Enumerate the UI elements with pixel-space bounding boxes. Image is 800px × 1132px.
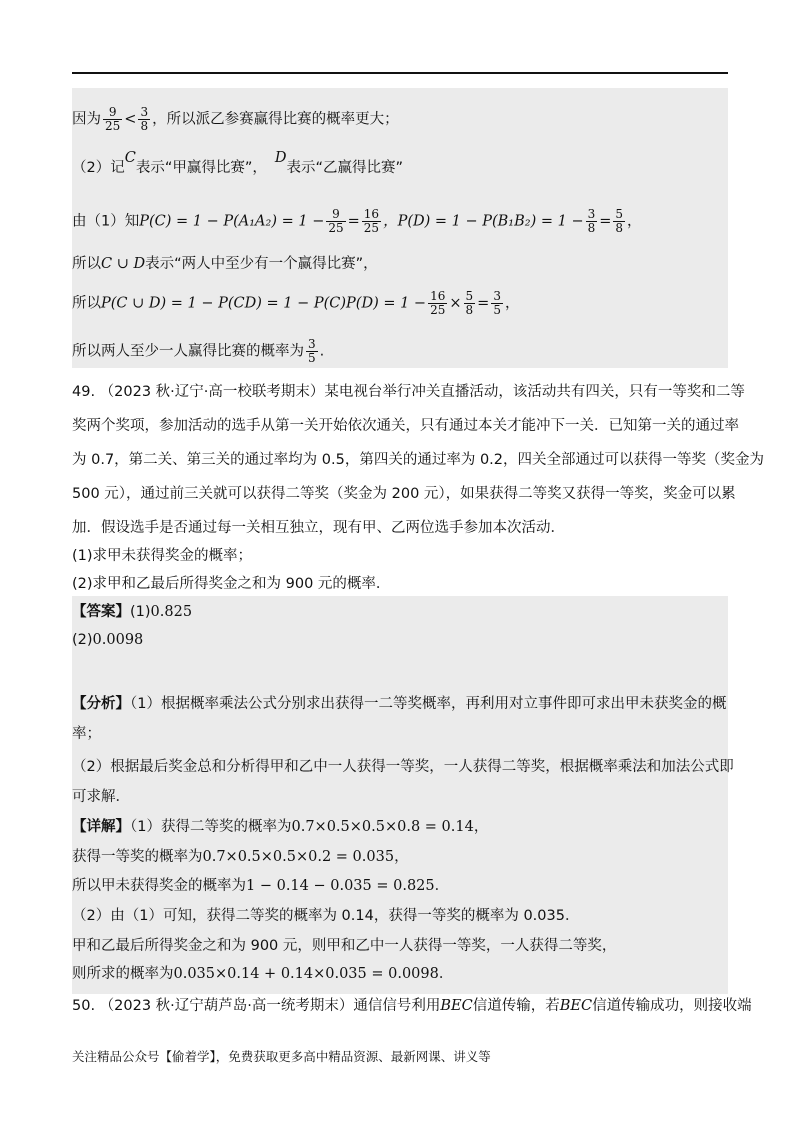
detail-line-6: 则所求的概率为0.035×0.14 + 0.14×0.035 = 0.0098． [72, 966, 454, 982]
solution-line-3: 由（1）知P(C) = 1 − P(A₁A₂) = 1 − $\frac{9}{25}$ = $\frac{16}{25}$ ，P(D) = 1 − P(B₁B₂) = 1 − $\frac{3}{8}$ = $\frac{5}{8}$ ， [72, 207, 642, 235]
q49-line-2: 奖两个奖项，参加活动的选手从第一关开始依次通关，只有通过本关才能冲下一关．已知第一关的通过率 [72, 418, 739, 434]
detail-line-2: 获得一等奖的概率为0.7×0.5×0.5×0.2 = 0.035， [72, 849, 409, 865]
analysis-line-1: 【分析】（1）根据概率乘法公式分别求出获得一二等奖概率，再利用对立事件即可求出甲未获奖金的概 [72, 696, 727, 712]
solution-line-1: 因为 $\frac{9}{25}$ < $\frac{3}{8}$ ，所以派乙参赛赢得比赛的概率更大； [72, 105, 399, 133]
q49-line-5: 加．假设选手是否通过每一关相互独立，现有甲、乙两位选手参加本次活动． [72, 520, 565, 536]
q49-line-3: 为 0.7，第二关、第三关的通过率均为 0.5，第四关的通过率为 0.2，四关全部通过可以获得一等奖（奖金为 [72, 452, 765, 468]
solution-line-2: （2）记C表示“甲赢得比赛”，D表示“乙赢得比赛” [72, 150, 404, 176]
answer-line-1: 【答案】(1)0.825 [72, 604, 193, 620]
q49-part-1: (1)求甲未获得奖金的概率； [72, 548, 253, 564]
q50-line-1: 50. （2023 秋·辽宁葫芦岛·高一统考期末）通信信号利用BEC信道传输，若BEC信道传输成功，则接收端 [72, 998, 752, 1014]
q49-line-4: 500 元），通过前三关就可以获得二等奖（奖金为 200 元），如果获得二等奖又获得一等奖，奖金可以累 [72, 486, 736, 502]
solution-line-4: 所以C ∪ D表示“两人中至少有一个赢得比赛”， [72, 256, 378, 272]
detail-line-4: （2）由（1）可知，获得二等奖的概率为 0.14，获得一等奖的概率为 0.035． [72, 908, 580, 924]
detail-line-1: 【详解】（1）获得二等奖的概率为0.7×0.5×0.5×0.8 = 0.14， [72, 819, 489, 835]
answer-line-2: (2)0.0098 [72, 632, 144, 648]
detail-line-5: 甲和乙最后所得奖金之和为 900 元，则甲和乙中一人获得一等奖，一人获得二等奖， [72, 938, 617, 954]
solution-line-6: 所以两人至少一人赢得比赛的概率为 $\frac{3}{5}$ . [72, 337, 325, 365]
q49-part-2: (2)求甲和乙最后所得奖金之和为 900 元的概率． [72, 576, 391, 592]
detail-line-3: 所以甲未获得奖金的概率为1 − 0.14 − 0.035 = 0.825． [72, 878, 450, 894]
solution-line-5: 所以P(C ∪ D) = 1 − P(CD) = 1 − P(C)P(D) = 1 − $\frac{16}{25}$ × $\frac{5}{8}$ = $\frac{3}{5}$ ， [72, 289, 520, 317]
analysis-line-4: 可求解． [72, 789, 130, 805]
footer-note: 关注精品公众号【偷着学】，免费获取更多高中精品资源、最新网课、讲义等 [72, 1049, 491, 1064]
analysis-line-3: （2）根据最后奖金总和分析得甲和乙中一人获得一等奖，一人获得二等奖，根据概率乘法和加法公式即 [72, 759, 734, 775]
header-rule [72, 72, 728, 74]
solution-shade-49 [72, 596, 728, 994]
q49-line-1: 49. （2023 秋·辽宁·高一校联考期末）某电视台举行冲关直播活动，该活动共有四关，只有一等奖和二等 [72, 384, 745, 400]
analysis-line-2: 率； [72, 726, 101, 742]
